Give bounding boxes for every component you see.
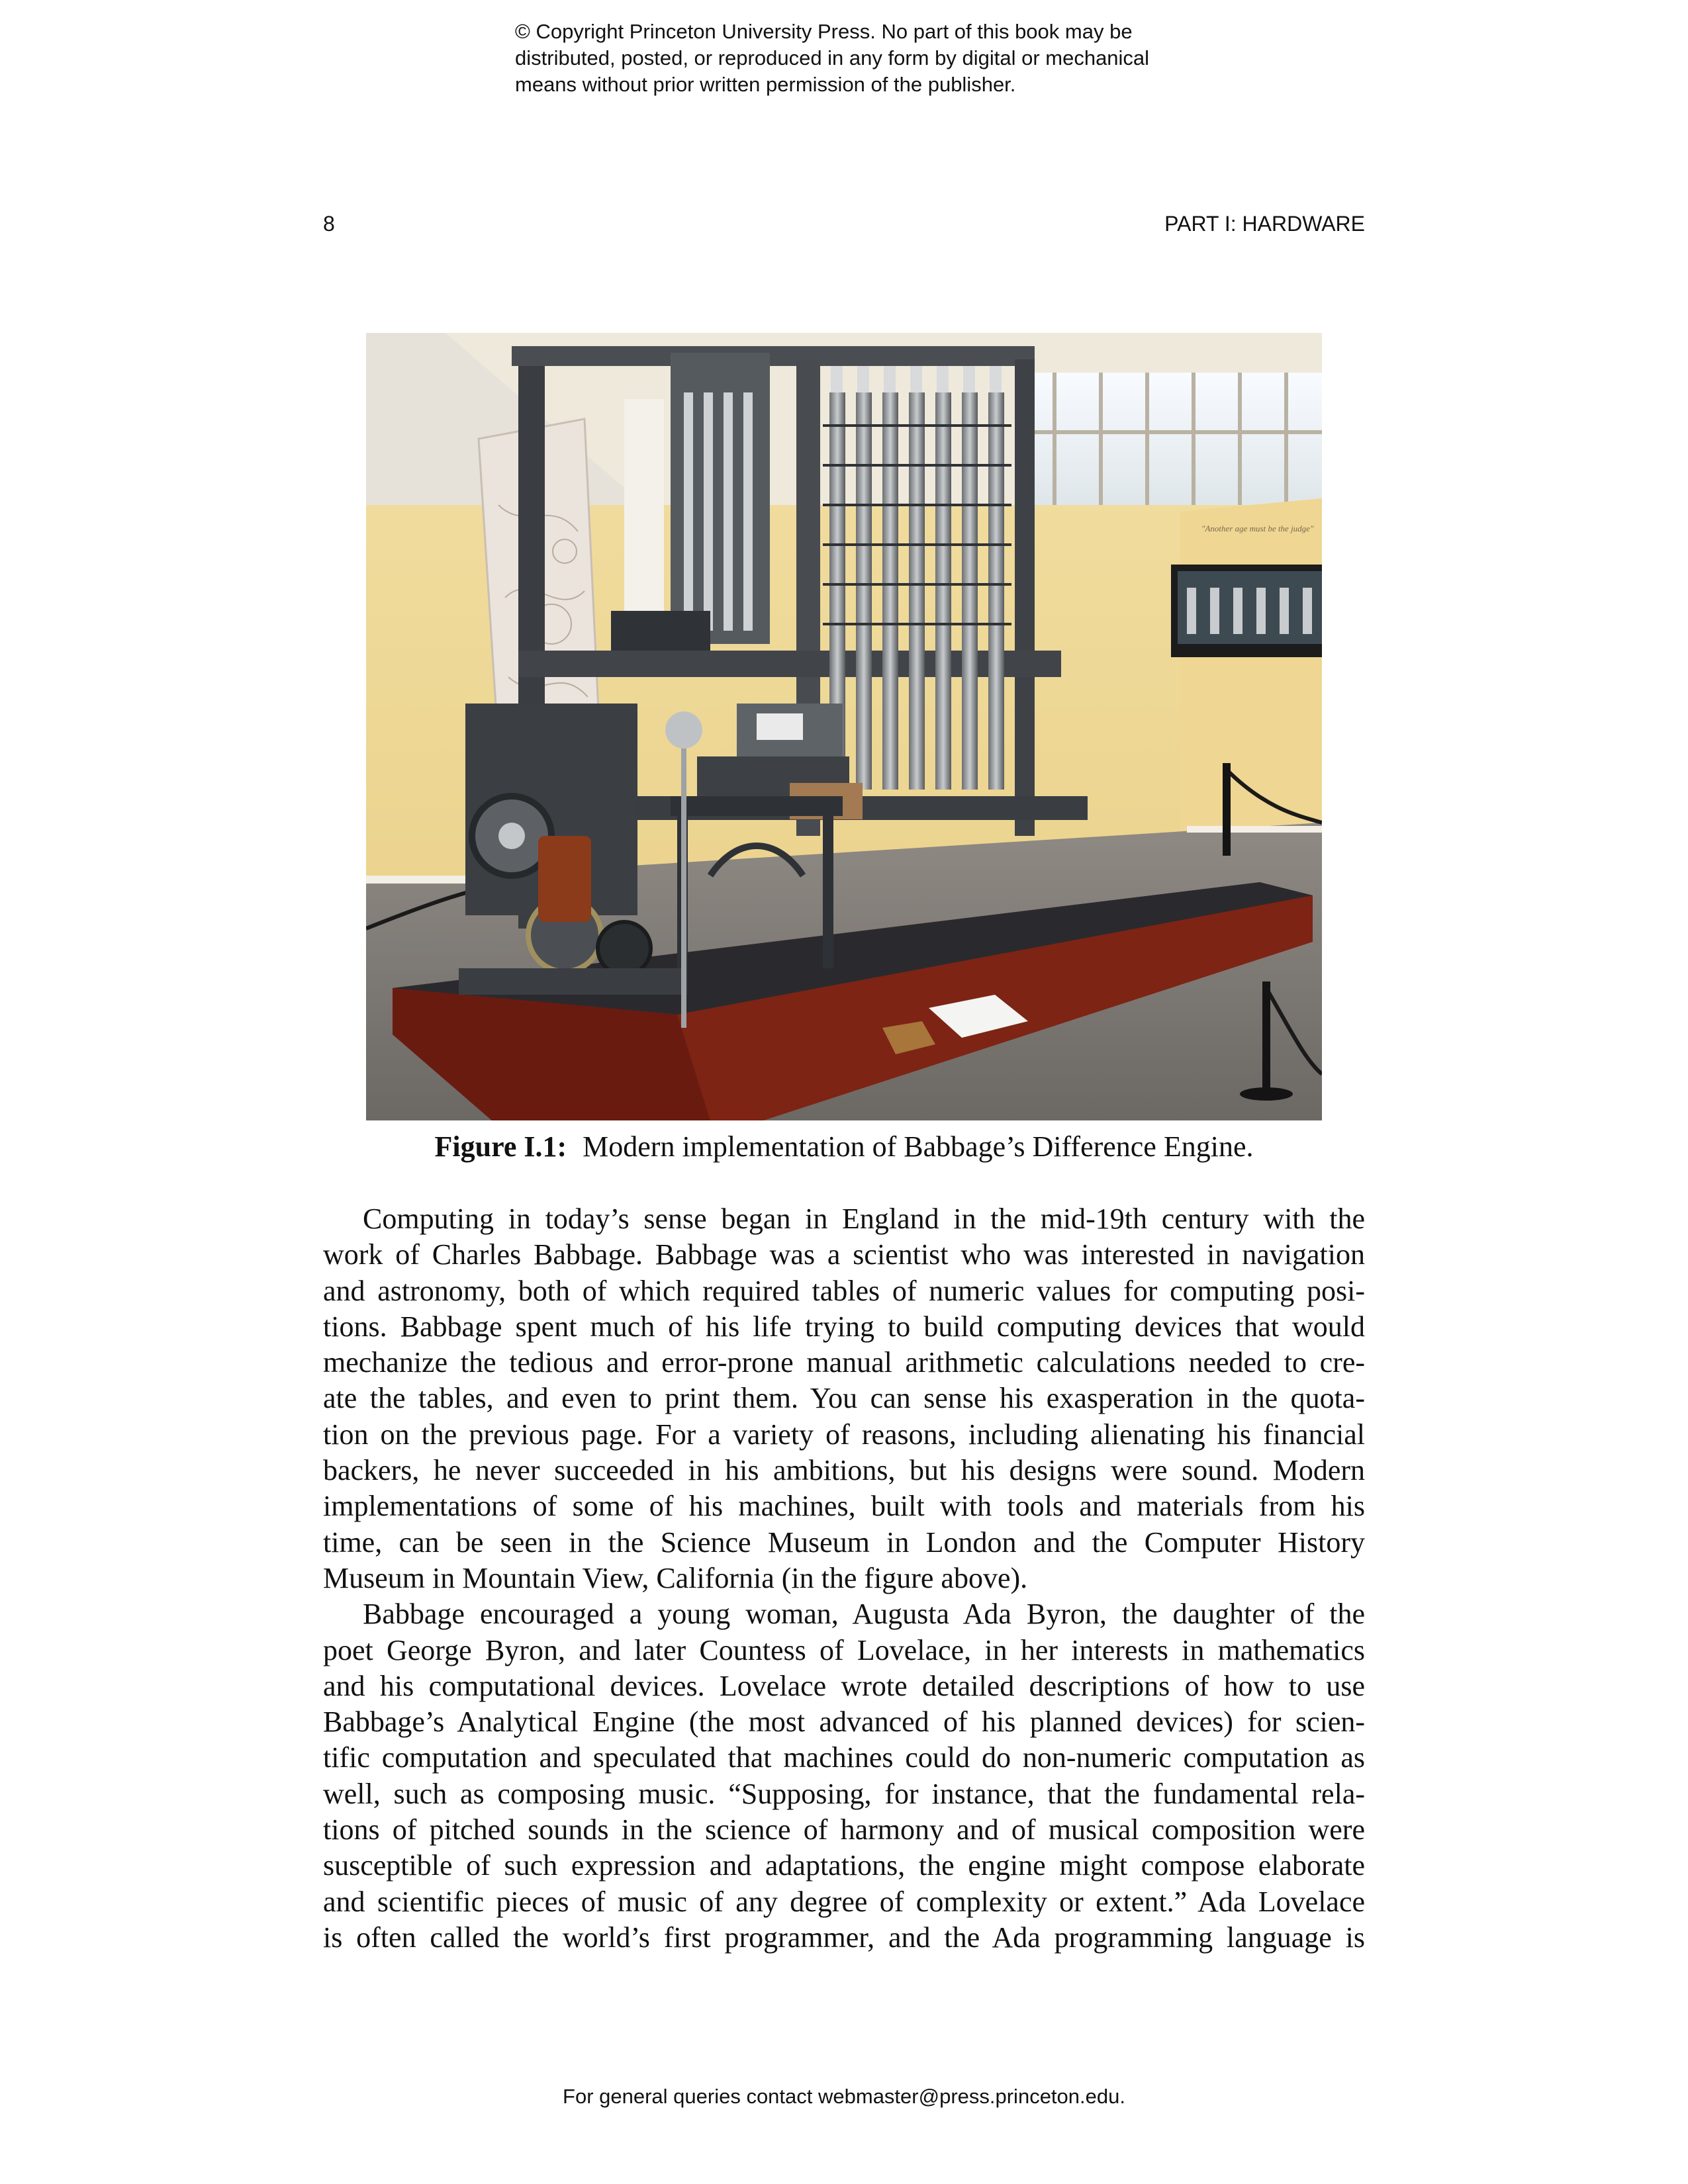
text-line: well, such as composing music. “Supposing, for instance, that the fundamental rela- — [323, 1777, 1365, 1810]
figure-caption-text: Modern implementation of Babbage’s Difference Engine. — [583, 1130, 1254, 1163]
text-line: Babbage encouraged a young woman, Augusta Ada Byron, the daughter of the — [363, 1598, 1365, 1631]
difference-engine-photo — [366, 333, 1322, 1120]
text-line: tions of pitched sounds in the science of harmony and of musical composition were — [323, 1813, 1365, 1846]
photo-illustration — [366, 333, 1322, 1120]
copyright-line: © Copyright Princeton University Press. No part of this book may be — [515, 20, 1133, 43]
text-line: tions. Babbage spent much of his life trying to build computing devices that would — [323, 1310, 1365, 1343]
footer-contact: For general queries contact webmaster@press.princeton.edu. — [563, 2085, 1125, 2108]
text-line: work of Charles Babbage. Babbage was a scientist who was interested in navigation — [323, 1238, 1365, 1271]
figure-label: Figure I.1: — [434, 1130, 567, 1163]
text-line: ate the tables, and even to print them. You can sense his exasperation in the quota- — [323, 1382, 1365, 1415]
copyright-line: means without prior written permission of the publisher. — [515, 73, 1016, 96]
body-text — [323, 1201, 1365, 1956]
text-line: tific computation and speculated that machines could do non-numeric computation as — [323, 1741, 1365, 1774]
text-line: time, can be seen in the Science Museum in London and the Computer History — [323, 1525, 1365, 1559]
text-line: Babbage’s Analytical Engine (the most advanced of his planned devices) for scien- — [323, 1706, 1365, 1739]
text-line: and astronomy, both of which required tables of numeric values for computing posi- — [323, 1274, 1365, 1307]
section-title: PART I: HARDWARE — [1164, 212, 1365, 236]
text-line: and his computational devices. Lovelace wrote detailed descriptions of how to use — [323, 1669, 1365, 1702]
text-line: backers, he never succeeded in his ambitions, but his designs were sound. Modern — [323, 1454, 1365, 1487]
wall-sign: "Another age must be the judge" — [1201, 523, 1314, 533]
text-line: is often called the world’s first programmer, and the Ada programming language is — [323, 1921, 1365, 1954]
text-line: implementations of some of his machines, built with tools and materials from his — [323, 1490, 1365, 1523]
text-line: mechanize the tedious and error-prone manual arithmetic calculations needed to cre- — [323, 1346, 1365, 1379]
text-line: Computing in today’s sense began in England in the mid-19th century with the — [363, 1203, 1365, 1235]
figure-caption — [323, 1128, 1365, 1165]
text-line: susceptible of such expression and adaptations, the engine might compose elaborate — [323, 1849, 1365, 1882]
text-line: Museum in Mountain View, California (in the figure above). — [323, 1561, 1028, 1594]
copyright-line: distributed, posted, or reproduced in any form by digital or mechanical — [515, 46, 1150, 69]
page-number: 8 — [323, 212, 335, 236]
text-line: poet George Byron, and later Countess of Lovelace, in her interests in mathematics — [323, 1633, 1365, 1666]
text-line: tion on the previous page. For a variety of reasons, including alienating his financial — [323, 1418, 1365, 1451]
copyright-notice — [515, 19, 1243, 98]
text-line: and scientific pieces of music of any degree of complexity or extent.” Ada Lovelace — [323, 1885, 1365, 1918]
